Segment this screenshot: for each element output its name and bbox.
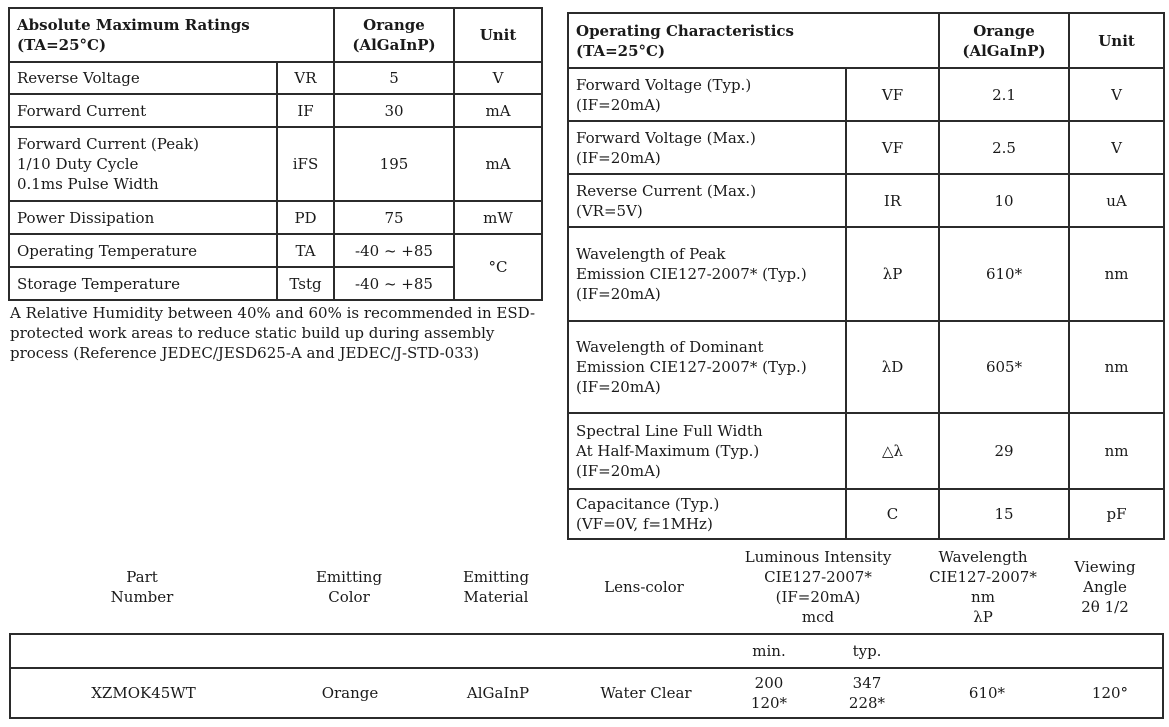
blank-cell (572, 634, 720, 668)
param-line: (IF=20mA) (576, 462, 661, 480)
value-cell: 195 (334, 127, 454, 201)
param-cell (568, 227, 846, 321)
header-line: Part (126, 568, 158, 586)
part-number-cell: XZMOK45WT (10, 668, 276, 718)
amr-header-row (9, 8, 542, 62)
table-row (9, 127, 542, 201)
param-line: Reverse Current (Max.) (576, 181, 757, 200)
param-line: Forward Voltage (Typ.) (576, 75, 752, 94)
param-cell (568, 68, 846, 121)
header-line: Number (110, 588, 174, 606)
min-value: 120* (750, 694, 788, 712)
symbol-cell: IR (846, 174, 939, 227)
table-row (568, 321, 1164, 413)
table-row (9, 234, 542, 267)
header-line: Viewing (1074, 558, 1136, 576)
blank-cell (1058, 634, 1163, 668)
symbol-cell: C (846, 489, 939, 539)
symbol-cell: VF (846, 121, 939, 174)
symbol-cell: TA (277, 234, 334, 267)
unit-cell: nm (1069, 227, 1164, 321)
table-row (9, 62, 542, 94)
value-cell: 2.5 (939, 121, 1069, 174)
typ-value: 347 (852, 674, 882, 692)
param-cell (568, 413, 846, 489)
emitting-material-cell: AlGaInP (424, 668, 572, 718)
header-line: Wavelength (938, 548, 1028, 566)
amr-material-label: (AlGaInP) (352, 36, 436, 54)
unit-cell: nm (1069, 413, 1164, 489)
opc-header-row (568, 13, 1164, 68)
unit-cell: uA (1069, 174, 1164, 227)
param-cell: Power Dissipation (9, 201, 277, 234)
param-line: Capacitance (Typ.) (576, 495, 720, 513)
table-row (10, 668, 1163, 718)
opc-orange-header (939, 13, 1069, 68)
header-line: λP (973, 608, 993, 626)
param-line: (VR=5V) (576, 201, 643, 220)
unit-cell: mA (454, 127, 542, 201)
viewing-angle-header (1055, 557, 1155, 617)
part-table (9, 633, 1164, 719)
param-cell (568, 489, 846, 539)
header-line: mcd (801, 608, 835, 626)
amr-title: Absolute Maximum Ratings (17, 16, 250, 34)
luminous-intensity-header (728, 547, 908, 627)
unit-cell: mW (454, 201, 542, 234)
table-row (9, 94, 542, 127)
header-line: nm (971, 588, 995, 606)
value-cell: -40 ~ +85 (334, 267, 454, 300)
emitting-color-cell: Orange (276, 668, 424, 718)
table-row (568, 121, 1164, 174)
unit-cell: V (454, 62, 542, 94)
amr-condition: (TA=25°C) (17, 36, 107, 54)
value-cell: 75 (334, 201, 454, 234)
unit-cell: nm (1069, 321, 1164, 413)
param-line: 0.1ms Pulse Width (17, 175, 159, 193)
symbol-cell: △λ (846, 413, 939, 489)
operating-characteristics-table (567, 12, 1165, 540)
symbol-cell: λD (846, 321, 939, 413)
param-line: Forward Voltage (Max.) (576, 128, 756, 147)
table-row (568, 413, 1164, 489)
header-line: Emitting (315, 568, 383, 586)
param-line: (VF=0V, f=1MHz) (576, 515, 713, 533)
typ-value: 228* (848, 694, 886, 712)
symbol-cell: Tstg (277, 267, 334, 300)
param-line: At Half-Maximum (Typ.) (576, 442, 760, 460)
header-line: CIE127-2007* (764, 568, 872, 586)
blank-cell (916, 634, 1058, 668)
param-line: (IF=20mA) (576, 285, 661, 303)
param-cell: Reverse Voltage (9, 62, 277, 94)
symbol-cell: PD (277, 201, 334, 234)
subheader-row (10, 634, 1163, 668)
wavelength-header (918, 547, 1048, 627)
amr-orange-header (334, 8, 454, 62)
opc-orange-label: Orange (973, 21, 1035, 40)
param-line: Forward Current (Peak) (17, 135, 199, 153)
param-cell (9, 127, 277, 201)
table-row (568, 227, 1164, 321)
param-cell (568, 321, 846, 413)
opc-title: Operating Characteristics (576, 21, 795, 40)
typ-intensity-cell (818, 668, 916, 718)
symbol-cell: VF (846, 68, 939, 121)
param-cell: Operating Temperature (9, 234, 277, 267)
param-line: Wavelength of Dominant (576, 338, 764, 356)
min-subheader: min. (720, 634, 818, 668)
table-row (568, 489, 1164, 539)
table-row (568, 174, 1164, 227)
opc-unit-header: Unit (1069, 13, 1164, 68)
opc-condition: (TA=25°C) (576, 41, 666, 60)
header-line: Luminous Intensity (744, 548, 892, 566)
value-cell: 29 (939, 413, 1069, 489)
unit-cell: pF (1069, 489, 1164, 539)
value-cell: -40 ~ +85 (334, 234, 454, 267)
wavelength-cell: 610* (916, 668, 1058, 718)
emitting-material-header (436, 567, 556, 607)
symbol-cell: iFS (277, 127, 334, 201)
value-cell: 5 (334, 62, 454, 94)
param-cell (568, 174, 846, 227)
param-line: (IF=20mA) (576, 378, 661, 396)
blank-cell (276, 634, 424, 668)
emitting-color-header (289, 567, 409, 607)
header-line: CIE127-2007* (929, 568, 1037, 586)
part-number-header (82, 567, 202, 607)
viewing-angle-cell: 120° (1058, 668, 1163, 718)
typ-subheader: typ. (818, 634, 916, 668)
opc-title-cell (568, 13, 939, 68)
min-value: 200 (754, 674, 784, 692)
param-line: Spectral Line Full Width (576, 422, 763, 440)
lens-color-header: Lens-color (604, 578, 684, 596)
param-line: 1/10 Duty Cycle (17, 155, 139, 173)
header-line: (IF=20mA) (775, 588, 861, 606)
value-cell: 10 (939, 174, 1069, 227)
value-cell: 2.1 (939, 68, 1069, 121)
symbol-cell: VR (277, 62, 334, 94)
unit-cell: V (1069, 68, 1164, 121)
table-row (9, 201, 542, 234)
param-line: (IF=20mA) (576, 148, 661, 167)
value-cell: 605* (939, 321, 1069, 413)
opc-material-label: (AlGaInP) (962, 41, 1046, 60)
param-line: Emission CIE127-2007* (Typ.) (576, 265, 807, 283)
header-line: Emitting (462, 568, 530, 586)
header-line: Material (463, 588, 529, 606)
amr-orange-label: Orange (363, 16, 425, 34)
amr-unit-header: Unit (454, 8, 542, 62)
symbol-cell: IF (277, 94, 334, 127)
header-line: 2θ 1/2 (1081, 598, 1129, 616)
header-line: Color (328, 588, 370, 606)
value-cell: 30 (334, 94, 454, 127)
amr-title-cell (9, 8, 334, 62)
param-cell: Forward Current (9, 94, 277, 127)
unit-cell: mA (454, 94, 542, 127)
unit-cell: V (1069, 121, 1164, 174)
header-line: Angle (1083, 578, 1127, 596)
humidity-note: A Relative Humidity between 40% and 60% is recommended in ESD-protected work areas to reduce static build up during assembly process (Reference JEDEC/JESD625-A and JEDEC/J-STD-033) (10, 304, 536, 362)
blank-cell (10, 634, 276, 668)
value-cell: 15 (939, 489, 1069, 539)
blank-cell (424, 634, 572, 668)
param-cell (568, 121, 846, 174)
param-line: Wavelength of Peak (576, 245, 726, 263)
value-cell: 610* (939, 227, 1069, 321)
min-intensity-cell (720, 668, 818, 718)
absolute-maximum-ratings-table (8, 7, 543, 301)
param-line: Emission CIE127-2007* (Typ.) (576, 358, 807, 376)
lens-color-cell: Water Clear (572, 668, 720, 718)
unit-cell: °C (454, 234, 542, 300)
param-cell: Storage Temperature (9, 267, 277, 300)
table-row (568, 68, 1164, 121)
param-line: (IF=20mA) (576, 95, 661, 114)
symbol-cell: λP (846, 227, 939, 321)
